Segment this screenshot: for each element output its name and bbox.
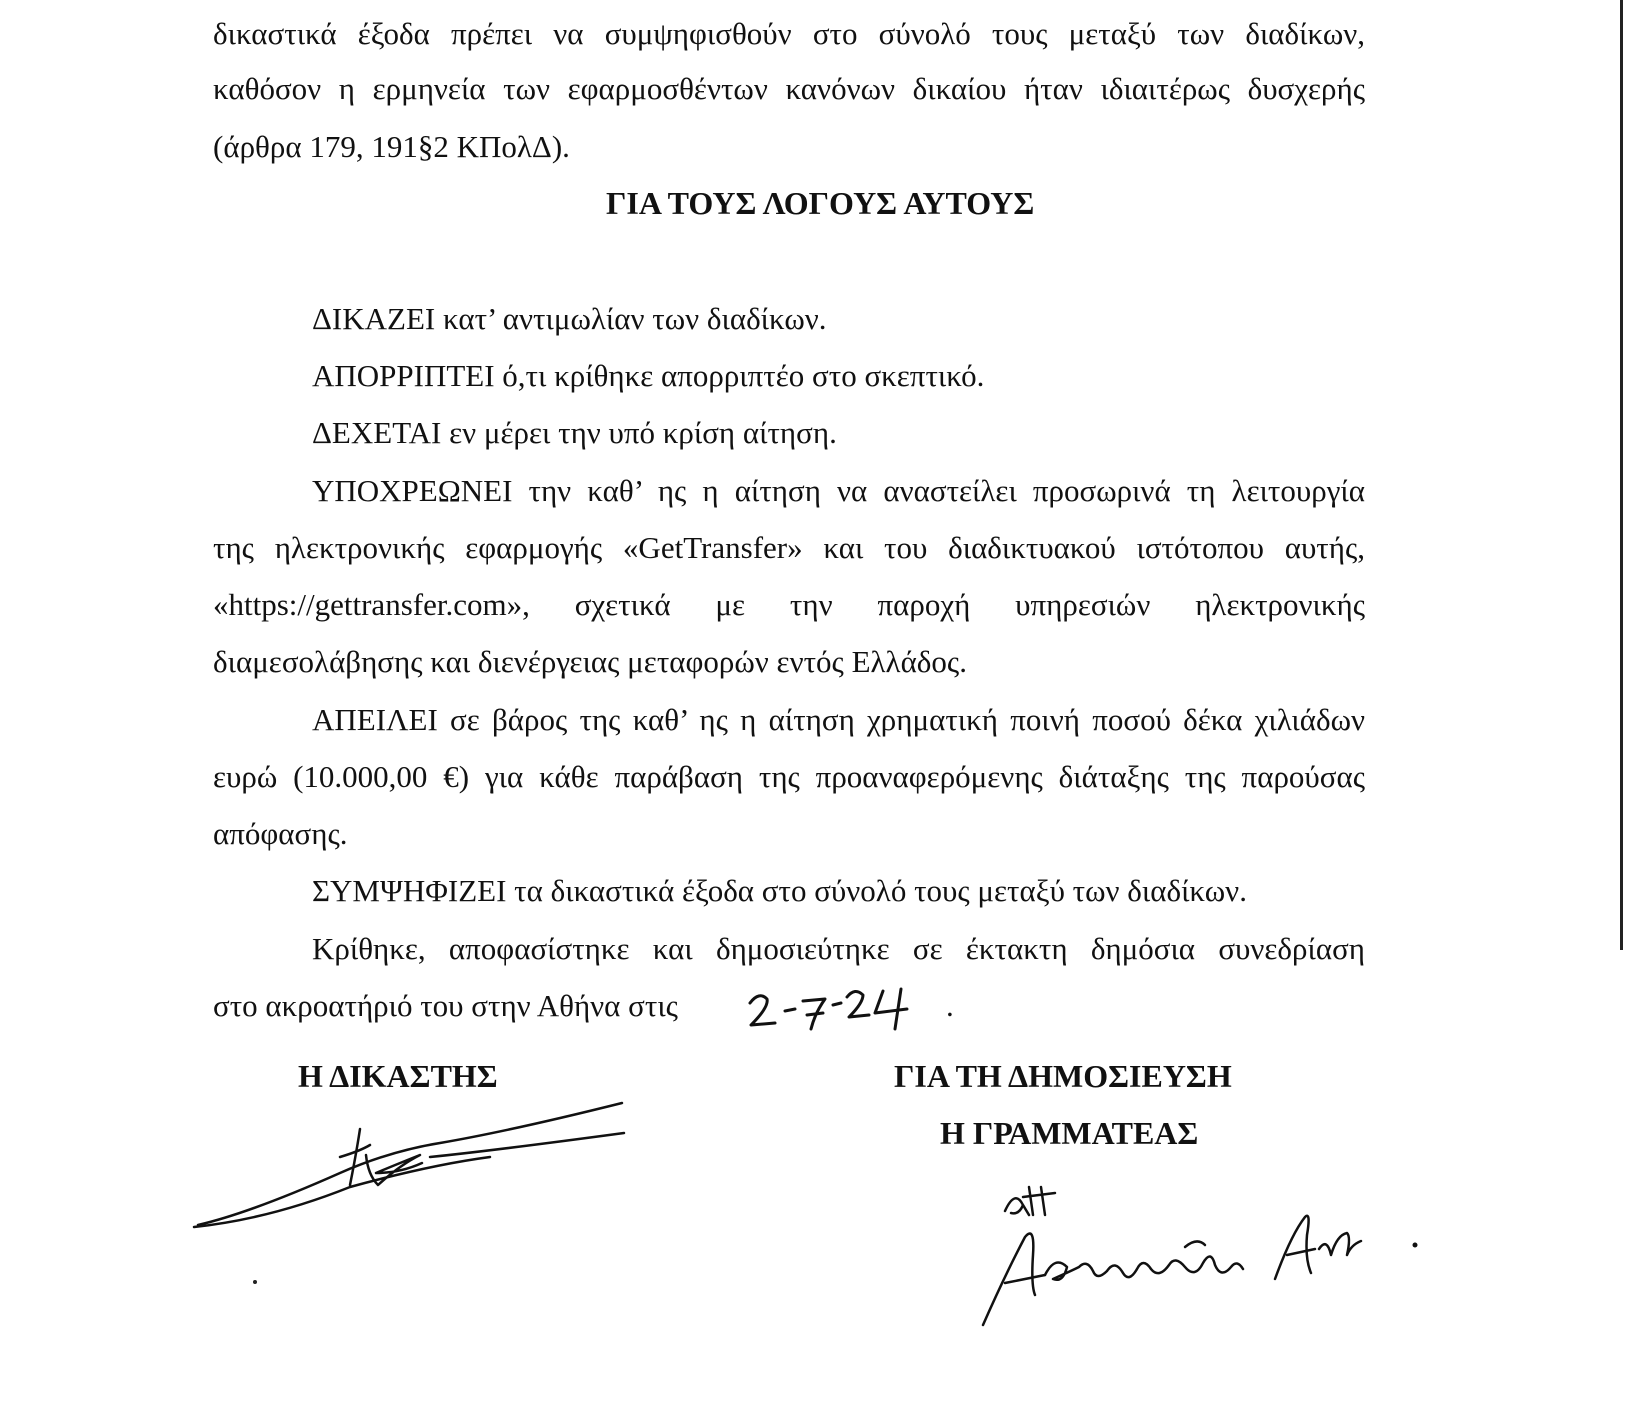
closing-period: . [946,988,954,1023]
intro-line-1: δικαστικά έξοδα πρέπει να συμψηφισθούν στο σύνολό τους μεταξύ των διαδίκων, [213,16,1365,51]
ruling-apeilei-line-3: απόφασης. [213,816,348,851]
judge-signature-dot [253,1280,257,1284]
publication-label: ΓΙΑ ΤΗ ΔΗΜΟΣΙΕΥΣΗ [894,1058,1232,1094]
ruling-ypochreonei-line-2: της ηλεκτρονικής εφαρμογής «GetTransfer» και του διαδικτυακού ιστότοπου αυτής, [213,530,1365,565]
publication-line-1: Κρίθηκε, αποφασίστηκε και δημοσιεύτηκε σε έκτακτη δημόσια συνεδρίαση [312,931,1365,966]
ruling-apeilei-line-2: ευρώ (10.000,00 €) για κάθε παράβαση της προαναφερόμενης διάταξης της παρούσας [213,759,1365,794]
ruling-ypochreonei-line-1: ΥΠΟΧΡΕΩΝΕΙ την καθ’ ης η αίτηση να αναστείλει προσωρινά τη λειτουργία [312,473,1365,508]
secretary-signature [975,1175,1435,1335]
judge-signature [190,1095,640,1235]
ruling-apeilei-line-1: ΑΠΕΙΛΕΙ σε βάρος της καθ’ ης η αίτηση χρηματική ποινή ποσού δέκα χιλιάδων [312,702,1365,737]
publication-line-2: στο ακροατήριό του στην Αθήνα στις [213,988,678,1023]
reasons-heading: ΓΙΑ ΤΟΥΣ ΛΟΓΟΥΣ ΑΥΤΟΥΣ [606,185,1035,221]
page-margin-line [1620,0,1623,950]
judge-label: Η ΔΙΚΑΣΤΗΣ [298,1058,498,1094]
ruling-aporriptei: ΑΠΟΡΡΙΠΤΕΙ ό,τι κρίθηκε απορριπτέο στο σκεπτικό. [312,358,985,393]
ruling-symplifizei: ΣΥΜΨΗΦΙΖΕΙ τα δικαστικά έξοδα στο σύνολό τους μεταξύ των διαδίκων. [312,873,1247,908]
secretary-label: Η ΓΡΑΜΜΑΤΕΑΣ [940,1115,1199,1151]
ruling-ypochreonei-line-3: «https://gettransfer.com», σχετικά με την παροχή υπηρεσιών ηλεκτρονικής [213,587,1365,622]
ruling-ypochreonei-line-4: διαμεσολάβησης και διενέργειας μεταφορών εντός Ελλάδος. [213,644,967,679]
ruling-dikazei: ΔΙΚΑΖΕΙ κατ’ αντιμωλίαν των διαδίκων. [312,301,827,336]
intro-line-2: καθόσον η ερμηνεία των εφαρμοσθέντων κανόνων δικαίου ήταν ιδιαιτέρως δυσχερής [213,71,1365,106]
handwritten-date [745,985,925,1040]
intro-line-3: (άρθρα 179, 191§2 ΚΠολΔ). [213,129,570,164]
ruling-dechetai: ΔΕΧΕΤΑΙ εν μέρει την υπό κρίση αίτηση. [312,415,837,450]
